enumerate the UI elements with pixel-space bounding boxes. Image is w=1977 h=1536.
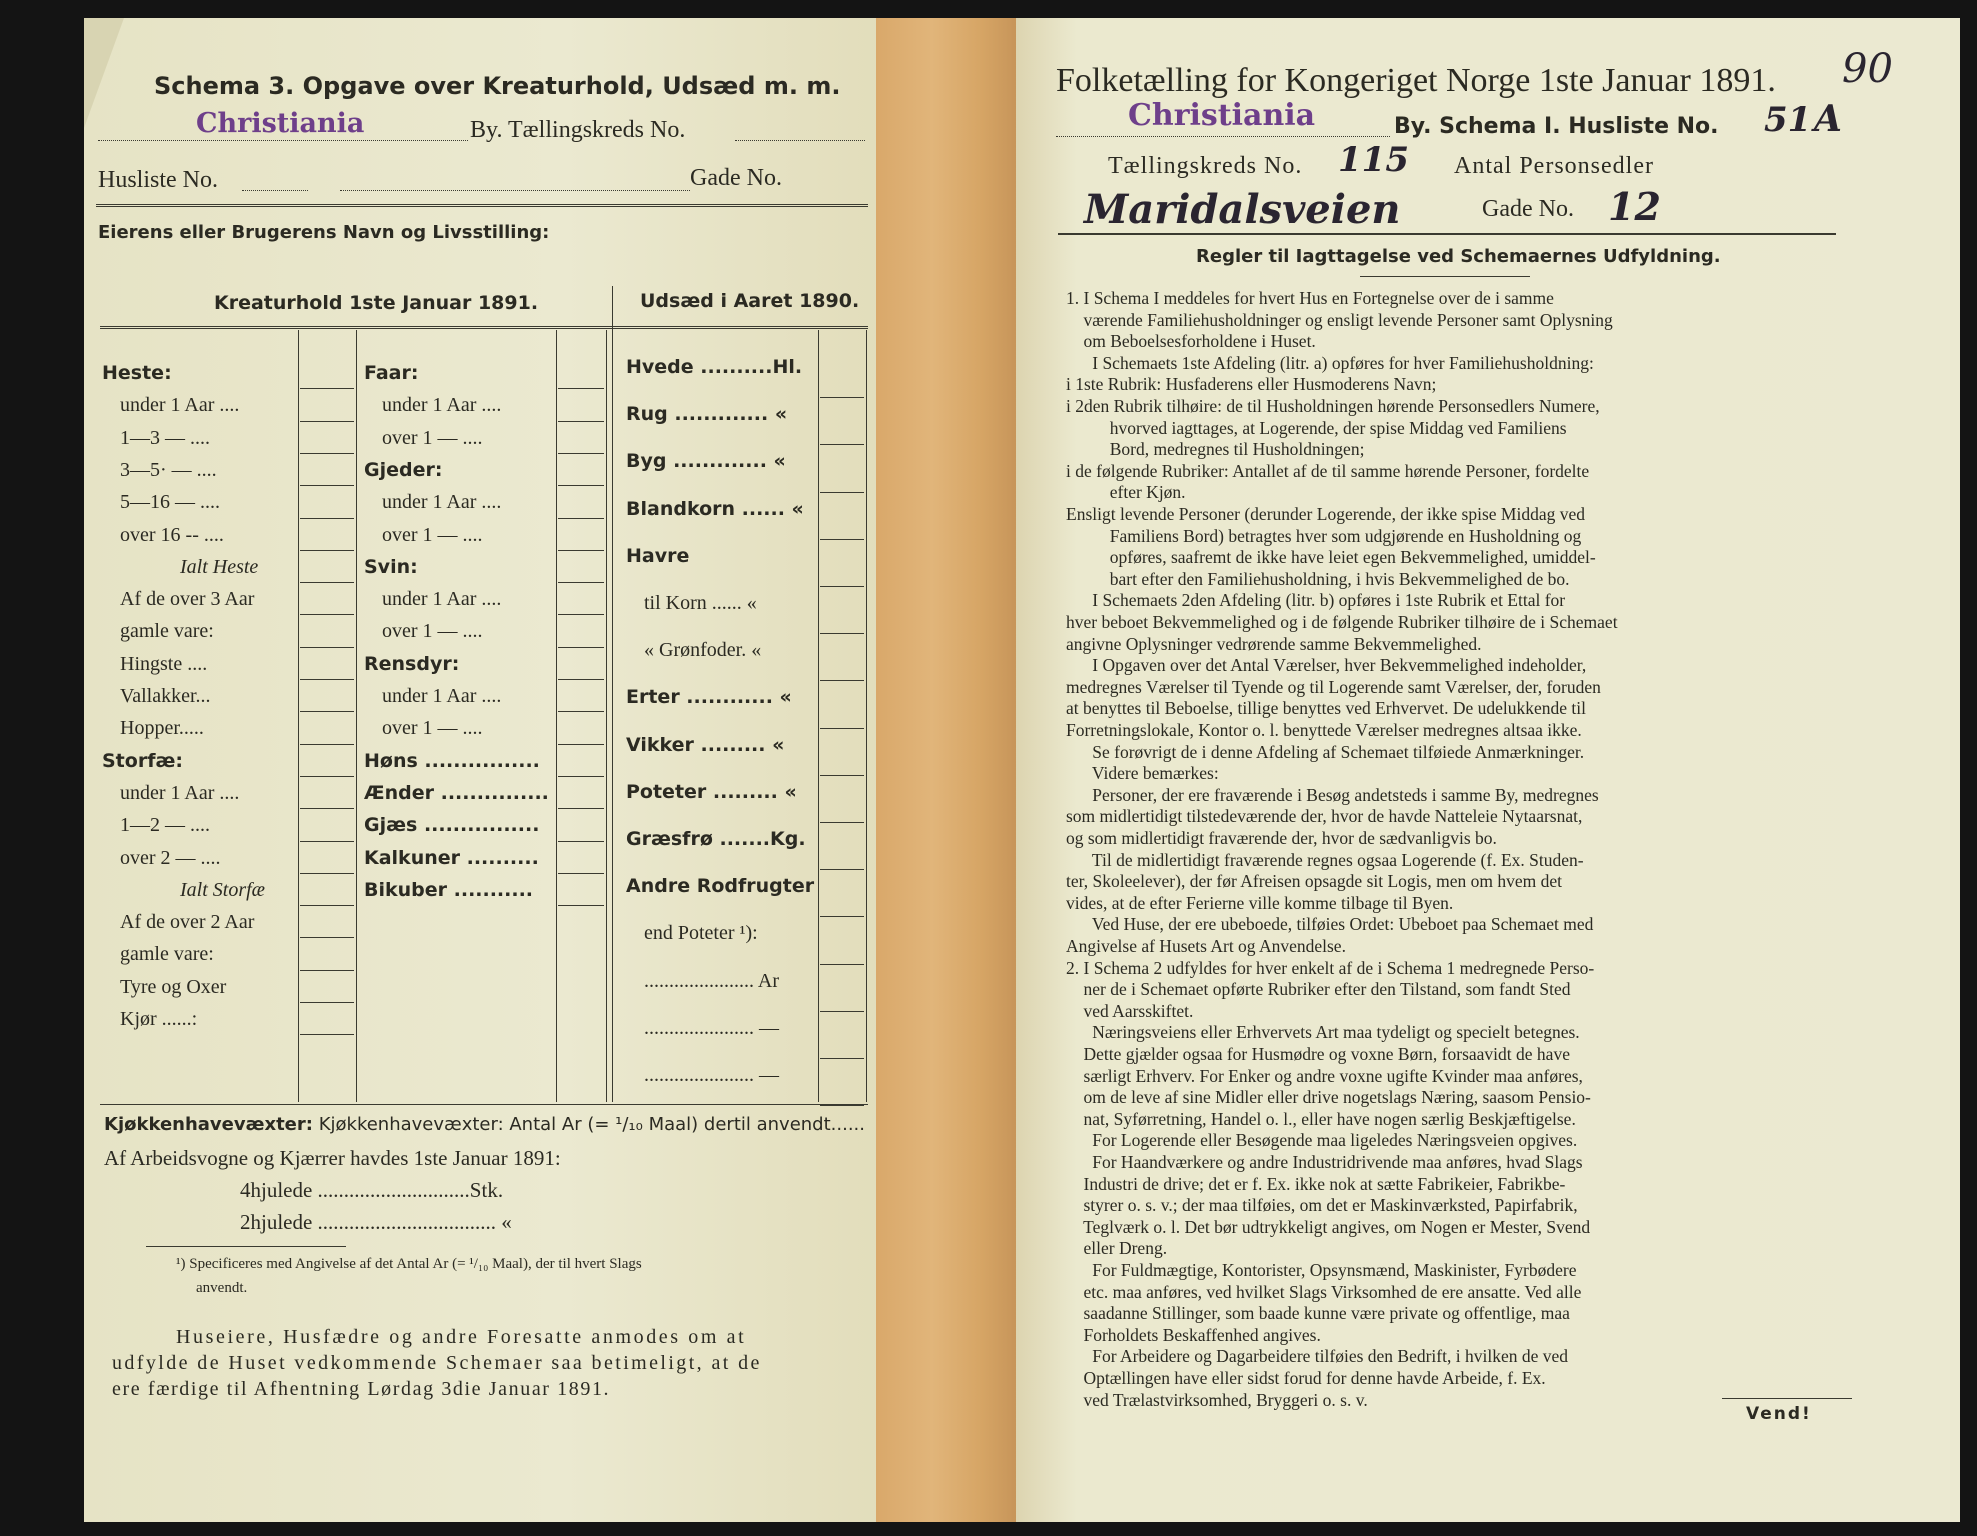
rule-line: For Logerende eller Besøgende maa ligeledes Næringsveien opgives. [1066,1130,1578,1151]
rule-line: vides, at de efter Ferierne ville komme tilbage til Byen. [1066,892,1454,913]
rule-line: Se forøvrigt de i denne Afdeling af Schemaet tilføiede Anmærkninger. [1066,741,1585,762]
col1-row: over 2 — .... [120,846,221,869]
antal-personsedler-label: Antal Personsedler [1454,153,1654,179]
rule-line: Forholdets Beskaffenhed angives. [1066,1324,1321,1345]
col2-row: Gjeder: [364,458,443,481]
col1-box-right [356,330,357,1102]
col1-entry-box [300,550,354,551]
rule-line: i 2den Rubrik tilhøire: de til Husholdningen hørende Personsedlers Numere, [1066,396,1600,416]
col3-row: Hvede ..........Hl. [626,356,803,378]
4hjulede-line: 4hjulede .............................Stk. [240,1178,504,1202]
col1-row: gamle vare: [120,620,214,643]
col2-entry-box [558,518,604,519]
rule-line: hvorved iagttages, at Logerende, der spise Middag ved Familiens [1066,417,1567,438]
col1-entry-box [300,937,354,938]
col3-entry-box [820,1011,864,1012]
right-header-rule [1058,233,1836,235]
col1-row: Hingste .... [120,652,208,675]
col3-entry-box [820,1058,864,1059]
vend-rule [1722,1398,1852,1399]
col1-entry-box [300,679,354,680]
col1-row: Storfæ: [102,749,183,772]
closing-line-2: udfylde de Huset vedkommende Schemaer saa betimeligt, at de [112,1352,762,1374]
col1-row: Heste: [102,362,172,384]
rule-line: Optællingen have eller sidst forud for denne havde Arbeide, f. Ex. [1066,1368,1546,1388]
col1-entry-box [300,582,354,583]
closing-line-3: ere færdige til Afhentning Lørdag 3die Januar 1891. [112,1378,611,1400]
husliste-line [242,190,308,191]
rule-line: I Schemaets 2den Afdeling (litr. b) opføres i 1ste Rubrik et Ettal for [1066,590,1566,611]
col1-entry-box [300,841,354,842]
rule-line: Angivelse af Husets Art og Anvendelse. [1066,936,1346,956]
owner-label: Eierens eller Brugerens Navn og Livsstilling: [98,222,550,243]
col1-box-left [298,330,299,1102]
rule-line: i de følgende Rubriker: Antallet af de til samme hørende Personer, fordelte [1066,460,1590,481]
rule-line: om de leve af sine Midler eller drive nogetslags Næring, saasom Pensio- [1066,1087,1591,1108]
col2-entry-box [558,485,604,486]
col3-row: Vikker ......... « [626,733,785,756]
rule-line: nat, Syførretning, Handel o. l., eller have nogen særlig Beskjæftigelse. [1066,1108,1576,1129]
col2-row: under 1 Aar .... [382,588,502,611]
col2-entry-box [558,453,604,454]
col1-row: Kjør ......: [120,1008,198,1030]
vend-label: Vend! [1746,1404,1812,1424]
kreds-line [735,140,865,141]
col3-entry-box [820,444,864,445]
col1-entry-box [300,711,354,712]
col3-row: Blandkorn ...... « [626,497,804,520]
husliste-letter: A [1814,98,1842,140]
city-line [98,140,468,141]
rule-line: Familiens Bord) betragtes hver som udgjørende en Husholdning og [1066,525,1582,546]
col2-entry-box [558,808,604,809]
col3-entry-box [820,539,864,540]
gade-line [340,190,690,191]
col1-entry-box [300,518,354,519]
col3-row: « Grønfoder. « [644,639,762,662]
col2-row: under 1 Aar .... [382,394,502,417]
kreaturhold-header: Kreaturhold 1ste Januar 1891. [214,292,539,314]
kreds-number: 115 [1338,140,1409,180]
rule-line: For Fuldmægtige, Kontorister, Opsynsmænd, Maskinister, Fyrbødere [1066,1260,1577,1280]
col1-entry-box [300,1034,354,1035]
header-rule [96,204,868,207]
col2-row: under 1 Aar .... [382,491,502,514]
right-city-stamp: Christiania [1128,98,1316,133]
col1-row: Af de over 2 Aar [120,911,255,934]
col3-entry-box [820,1105,864,1106]
col1-entry-box [300,744,354,745]
col3-row: Andre Rodfrugter [626,875,815,898]
col1-entry-box [300,614,354,615]
col1-row: Ialt Storfæ [180,878,266,901]
rule-line: eller Dreng. [1066,1238,1168,1259]
col1-entry-box [300,453,354,454]
col2-entry-box [558,582,604,583]
rule-line: Ved Huse, der ere ubeboede, tilføies Ordet: Ubeboet paa Schemaet med [1066,914,1594,935]
gade-label-right: Gade No. [1482,196,1574,222]
rule-line: i 1ste Rubrik: Husfaderens eller Husmoderens Navn; [1066,374,1437,395]
col3-entry-box [820,869,864,870]
rule-line: som midlertidigt tilstedeværende der, hvor de havde Natteleie Nytaarsnat, [1066,806,1583,827]
col1-row: 1—3 — .... [120,426,210,449]
footnote-rule [146,1246,346,1247]
rule-line: bart efter den Familiehusholdning, i hvis Bekvemmelighed de bo. [1066,568,1570,589]
col2-entry-box [558,421,604,422]
rule-line: ved Trælastvirksomhed, Bryggeri o. s. v. [1066,1389,1368,1410]
rule-line: Dette gjælder ogsaa for Husmødre og voxne Børn, forsaavidt de have [1066,1044,1570,1064]
gade-label: Gade No. [690,165,782,191]
col3-entry-box [820,964,864,965]
arbeidsvogne-line: Af Arbeidsvogne og Kjærrer havdes 1ste Januar 1891: [104,1146,561,1170]
col2-entry-box [558,744,604,745]
husliste-label: Husliste No. [98,167,218,193]
kjokkenhave-line: Kjøkkenhavevæxter: Kjøkkenhavevæxter: Antal Ar (= ¹/₁₀ Maal) dertil anvendt...... [104,1114,865,1135]
col2-entry-box [558,679,604,680]
col3-entry-box [820,397,864,398]
col3-row: Poteter ......... « [626,780,797,803]
col2-row: Gjæs ................ [364,814,540,837]
table-bottom-rule [100,1104,868,1105]
udsaed-header: Udsæd i Aaret 1890. [640,290,860,312]
rule-line: ner de i Schemaet opførte Rubriker efter den Tilstand, som fandt Sted [1066,979,1571,1000]
col3-entry-box [820,775,864,776]
rule-line: Næringsveiens eller Erhvervets Art maa tydeligt og specielt betegnes. [1066,1022,1580,1043]
page-number: 90 [1842,46,1893,92]
col1-entry-box [300,970,354,971]
col1-entry-box [300,388,354,389]
table-top-rule [100,326,868,329]
col2-box-right [606,330,607,1102]
footnote-text-2: anvendt. [196,1280,248,1296]
rule-line: angivne Oplysninger vedrørende samme Bekvemmelighed. [1066,633,1482,654]
col2-entry-box [558,647,604,648]
street-name-handwritten: Maridalsveien [1084,186,1401,233]
rule-line: Bord, medregnes til Husholdningen; [1066,439,1365,460]
rule-line: medregnes Værelser til Tyende og til Logerende samt Værelser, der, foruden [1066,676,1601,697]
left-city-stamp: Christiania [196,108,365,139]
footnote-text: ¹) Specificeres med Angivelse af det Antal Ar (= ¹/₁₀ Maal), der til hvert Slags [176,1256,642,1272]
col3-entry-box [820,586,864,587]
husliste-number: 51 [1764,100,1812,140]
col2-row: Rensdyr: [364,652,460,675]
rule-line: Videre bemærkes: [1066,763,1219,784]
col3-row: til Korn ...... « [644,592,757,614]
rule-line: om Beboelsesforholdene i Huset. [1066,331,1316,352]
col1-row: 5—16 — .... [120,491,220,514]
col3-box-right [866,330,867,1102]
col2-row: Høns ................ [364,749,540,772]
col2-row: Bikuber ........... [364,878,534,901]
rule-line: etc. maa anføres, ved hvilket Slags Virksomhed de ere ansatte. Ved alle [1066,1281,1582,1302]
col2-entry-box [558,550,604,551]
col1-entry-box [300,485,354,486]
col2-entry-box [558,711,604,712]
col2-row: Svin: [364,555,418,578]
col1-entry-box [300,873,354,874]
col3-entry-box [820,916,864,917]
rule-line: 2. I Schema 2 udfyldes for hver enkelt af de i Schema 1 medregnede Perso- [1066,957,1595,978]
col3-row: end Poteter ¹): [644,922,758,945]
folded-corner [84,18,124,128]
col2-row: over 1 — .... [382,426,483,449]
rule-line: ter, Skoleelever), der før Afreisen opsagde sit Logis, men om hvem det [1066,871,1562,892]
rule-line: Personer, der ere fraværende i Besøg andetsteds i samme By, medregnes [1066,784,1599,805]
col1-entry-box [300,776,354,777]
col2-row: Ænder ............... [364,781,549,804]
col2-row: Kalkuner .......... [364,846,539,869]
col2-row: over 1 — .... [382,620,483,643]
rule-line: efter Kjøn. [1066,482,1186,503]
gade-number: 12 [1608,184,1661,229]
rule-line: Forretningslokale, Kontor o. l. benyttede Værelser medregnes altsaa ikke. [1066,720,1582,740]
rule-line: 1. I Schema I meddeles for hvert Hus en Fortegnelse over de i samme [1066,288,1554,308]
rule-line: styrer o. s. v.; der maa tilføies, om det er Maskinværksted, Papirfabrik, [1066,1195,1578,1216]
col3-box-left [818,330,819,1102]
col3-row: ...................... — [644,1064,779,1086]
rule-line: Teglværk o. l. Det bør udtrykkeligt angives, om Nogen er Mester, Svend [1066,1216,1591,1237]
col1-row: 1—2 — .... [120,814,210,837]
folketaelling-title: Folketælling for Kongeriget Norge 1ste Januar 1891. [1056,62,1776,99]
rule-line: Industri de drive; det er f. Ex. ikke nok at sætte Fabrikeier, Fabrikbe- [1066,1173,1566,1194]
rule-line: For Arbeidere og Dagarbeidere tilføies den Bedrift, i hvilken de ved [1066,1346,1568,1367]
col2-row: over 1 — .... [382,717,483,740]
col1-row: gamle vare: [120,943,214,966]
page-fold-binding [876,18,1016,1522]
col1-row: Tyre og Oxer [120,975,227,998]
col3-entry-box [820,822,864,823]
2hjulede-line: 2hjulede .................................. « [240,1210,512,1234]
rule-line: hver beboet Bekvemmelighed og i de følgende Rubriker tilhøire de i Schemaet [1066,612,1618,632]
col3-entry-box [820,680,864,681]
col1-row: Hopper..... [120,717,204,740]
col1-row: under 1 Aar .... [120,394,240,417]
col2-box-left [556,330,557,1102]
col3-entry-box [820,728,864,729]
col2-row: Faar: [364,362,419,384]
col3-row: Græsfrø .......Kg. [626,828,806,850]
col1-row: Ialt Heste [180,555,259,578]
col2-entry-box [558,873,604,874]
col2-entry-box [558,905,604,906]
col3-row: Havre [626,544,690,567]
col1-entry-box [300,647,354,648]
col3-row: Erter ............ « [626,686,792,709]
kreds-label-right: Tællingskreds No. [1108,153,1303,179]
rule-line: opføres, saafremt de ikke have leiet egen Bekvemmelighed, umiddel- [1066,547,1596,568]
col1-row: 3—5· — .... [120,458,217,481]
col1-row: over 16 -- .... [120,523,224,546]
rule-line: Ensligt levende Personer (derunder Logerende, der ikke spise Middag ved [1066,504,1586,524]
col3-row: Rug ............. « [626,403,788,426]
rule-line: For Haandværkere og andre Industridrivende maa anføres, hvad Slags [1066,1152,1583,1172]
col1-entry-box [300,808,354,809]
rule-line: I Schemaets 1ste Afdeling (litr. a) opføres for hver Familiehusholdning: [1066,352,1594,373]
by-schema-husliste: By. Schema I. Husliste No. [1394,114,1719,139]
col1-entry-box [300,421,354,422]
rules-title-underline [1360,276,1530,277]
right-city-line [1056,136,1390,137]
col2-entry-box [558,841,604,842]
rule-line: og som midlertidigt fraværende der, hvor de sædvanligvis bo. [1066,828,1497,848]
col2-row: over 1 — .... [382,523,483,546]
schema-3-title: Schema 3. Opgave over Kreaturhold, Udsæd m. m. [154,72,841,100]
by-kreds-label: By. Tællingskreds No. [470,117,686,143]
rules-title: Regler til Iagttagelse ved Schemaernes Udfyldning. [1196,246,1721,267]
rule-line: at benyttes til Beboelse, tillige benyttes ved Erhvervet. De udelukkende til [1066,698,1586,719]
col3-row: ...................... Ar [644,969,779,992]
col1-entry-box [300,905,354,906]
rule-line: I Opgaven over det Antal Værelser, hver Bekvemmelighed indeholder, [1066,655,1587,676]
col2-entry-box [558,776,604,777]
col3-entry-box [820,633,864,634]
rule-line: Til de midlertidigt fraværende regnes ogsaa Logerende (f. Ex. Studen- [1066,849,1584,870]
col3-row: Byg ............. « [626,450,786,473]
col1-row: Af de over 3 Aar [120,588,255,611]
col3-entry-box [820,492,864,493]
rule-line: særligt Erhverv. For Enker og andre voxne ugifte Kvinder maa anføres, [1066,1065,1583,1086]
col1-row: Vallakker... [120,685,211,707]
closing-line-1: Huseiere, Husfædre og andre Foresatte anmodes om at [176,1326,747,1348]
col2-entry-box [558,614,604,615]
col2-entry-box [558,388,604,389]
col1-entry-box [300,1002,354,1003]
rule-line: saadanne Stillinger, som baade kunne være private og offentlige, maa [1066,1303,1570,1324]
col2-row: under 1 Aar .... [382,685,502,707]
rule-line: ved Aarsskiftet. [1066,1000,1194,1021]
col3-row: ...................... — [644,1016,779,1039]
udsaed-divider [612,286,613,1102]
rule-line: værende Familiehusholdninger og ensligt levende Personer samt Oplysning [1066,309,1613,330]
col1-row: under 1 Aar .... [120,781,240,804]
